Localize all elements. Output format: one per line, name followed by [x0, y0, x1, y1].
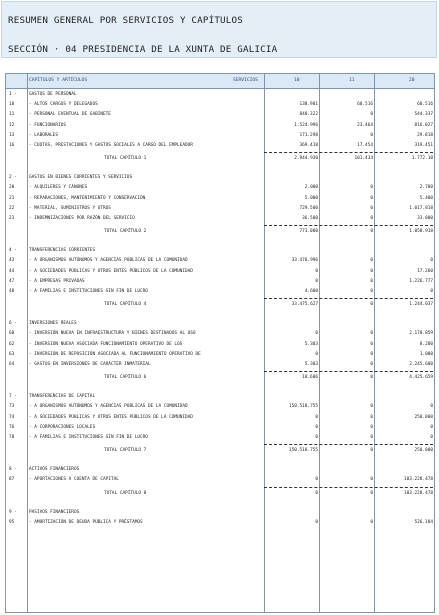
- value-col-11: 0: [370, 404, 373, 410]
- row-code: 4 -: [9, 248, 17, 254]
- table-row: [6, 121, 434, 131]
- row-description: ACTIVOS FINANCIEROS: [29, 467, 80, 473]
- value-col-20: 1.017.818: [409, 205, 433, 211]
- table-row: [6, 100, 434, 110]
- table-row: [6, 340, 434, 350]
- value-col-20: 103.228.478: [403, 477, 433, 483]
- row-description: - MATERIAL, SUMINISTROS Y OTROS: [29, 205, 111, 211]
- value-col-10: 171.298: [299, 132, 318, 138]
- value-col-20: 0: [430, 435, 433, 440]
- total-separator: [264, 487, 433, 488]
- value-col-11: 0: [370, 132, 373, 138]
- value-col-10: 2.944.930: [294, 156, 318, 162]
- value-col-11: 0: [370, 112, 373, 118]
- total-separator: [264, 225, 433, 226]
- value-col-10: 10.606: [302, 375, 318, 381]
- row-code: 44: [9, 268, 15, 274]
- row-code: 74: [9, 414, 15, 420]
- table-row: [6, 350, 434, 360]
- row-description: - AMORTIZACIÓN DE DEUDA PÚBLICA Y PRÉSTAMOS: [29, 519, 143, 525]
- value-col-11: 17.454: [357, 143, 373, 148]
- value-col-11: 0: [370, 216, 373, 221]
- row-code: 20: [9, 185, 15, 191]
- row-description: - GASTOS EN INVERSIONES DE CARÁCTER INMATERIAL: [29, 362, 151, 367]
- value-col-20: 250.000: [414, 448, 433, 454]
- value-col-10: 150.518.755: [288, 404, 318, 410]
- row-code: 2 -: [9, 175, 17, 181]
- row-description: - INVERSIÓN NUEVA ASOCIADA FUNCIONAMIENTO OPERATIVO DE LOS: [29, 341, 183, 347]
- row-code: 8 -: [9, 467, 17, 473]
- section-title: SECCIÓN · 04 PRESIDENCIA DE LA XUNTA DE GALICIA: [8, 44, 278, 55]
- value-col-11: 0: [370, 302, 373, 308]
- row-code: 95: [9, 519, 15, 525]
- value-col-10: 0: [315, 268, 318, 274]
- value-col-11: 0: [370, 362, 373, 367]
- row-description: TRANSFERENCIAS DE CAPITAL: [29, 394, 96, 400]
- value-col-11: 0: [370, 448, 373, 454]
- value-col-10: 0: [315, 331, 318, 337]
- total-row: [6, 227, 434, 237]
- table-row: [6, 475, 434, 485]
- total-separator: [264, 298, 433, 299]
- chapter-row: [6, 173, 434, 183]
- value-col-10: 0: [315, 435, 318, 440]
- value-col-20: 1.772.10: [411, 156, 433, 162]
- value-col-20: 2.700: [419, 185, 433, 191]
- value-col-11: 0: [370, 490, 373, 496]
- row-code: 13: [9, 132, 15, 138]
- total-separator: [264, 152, 433, 153]
- value-col-20: 0: [430, 424, 433, 430]
- row-description: - ALQUILERES Y CÁNONES: [29, 185, 88, 191]
- row-description: TOTAL CAPÍTULO 4: [104, 302, 147, 308]
- value-col-10: 1.524.996: [294, 122, 318, 128]
- table-row: [6, 433, 434, 443]
- row-description: PASIVOS FINANCIEROS: [29, 509, 80, 515]
- value-col-10: 840.322: [299, 112, 318, 118]
- row-description: TOTAL CAPÍTULO 2: [104, 229, 147, 235]
- value-col-20: 319.451: [414, 143, 433, 148]
- table-row: [6, 277, 434, 287]
- value-col-10: 5.303: [304, 362, 318, 367]
- row-code: 11: [9, 112, 15, 118]
- value-col-10: 0: [315, 414, 318, 420]
- table-row: [6, 183, 434, 193]
- table-row: [6, 423, 434, 433]
- row-description: - A EMPRESAS PRIVADAS: [29, 278, 85, 284]
- table-row: [6, 402, 434, 412]
- row-description: - INVERSIÓN DE REPOSICIÓN ASOCIADA AL FUNCIONAMIENTO OPERATIVO DE: [29, 351, 201, 357]
- row-description: - REPARACIONES, MANTENIMIENTO Y CONSERVACIÓN: [29, 195, 146, 201]
- row-description: TRANSFERENCIAS CORRIENTES: [29, 248, 96, 254]
- value-col-11: 0: [370, 477, 373, 483]
- value-col-10: 2.000: [304, 185, 318, 191]
- value-col-11: 0: [370, 205, 373, 211]
- row-description: GASTOS EN BIENES CORRIENTES Y SERVICIOS: [29, 175, 133, 181]
- row-description: - A SOCIEDADES PÚBLICAS Y OTROS ENTES PÚBLICOS DE LA COMUNIDAD: [29, 414, 193, 420]
- row-code: 16: [9, 143, 15, 148]
- value-col-20: 816.027: [414, 122, 433, 128]
- header-services: SERVICIOS: [233, 78, 258, 83]
- value-col-10: 0: [315, 351, 318, 357]
- value-col-20: 103.228.478: [403, 490, 433, 496]
- header-col-11: 11: [349, 78, 355, 83]
- value-col-20: 526.104: [414, 519, 433, 525]
- value-col-20: 17.260: [417, 268, 433, 274]
- value-col-20: 60.516: [417, 102, 433, 108]
- row-code: 62: [9, 341, 15, 347]
- row-description: - FUNCIONARIOS: [29, 122, 67, 128]
- value-col-20: 1.000: [419, 351, 433, 357]
- row-code: 78: [9, 435, 15, 440]
- row-description: TOTAL CAPÍTULO 8: [104, 490, 147, 496]
- row-description: - INVERSIÓN NUEVA EN INFRAESTRUCTURA Y BIENES DESTINADOS AL USO: [29, 331, 196, 337]
- value-col-10: 138.901: [299, 102, 318, 108]
- value-col-10: 729.500: [299, 205, 318, 211]
- chapter-row: [6, 465, 434, 475]
- page-title: RESUMEN GENERAL POR SERVICIOS Y CAPÍTULOS: [8, 15, 243, 26]
- row-code: 6 -: [9, 321, 17, 327]
- value-col-11: 0: [370, 185, 373, 191]
- value-col-20: 250.000: [414, 414, 433, 420]
- value-col-10: 0: [315, 519, 318, 525]
- value-col-11: 0: [370, 195, 373, 201]
- row-description: GASTOS DE PERSONAL: [29, 92, 77, 97]
- value-col-10: 4.600: [304, 289, 318, 294]
- value-col-11: 0: [370, 435, 373, 440]
- row-description: TOTAL CAPÍTULO 1: [104, 156, 147, 162]
- value-col-10: 5.303: [304, 341, 318, 347]
- row-code: 73: [9, 404, 15, 410]
- value-col-10: 33.475.627: [291, 302, 318, 308]
- value-col-10: 369.418: [299, 143, 318, 148]
- table-header: [6, 74, 434, 89]
- value-col-11: 0: [370, 351, 373, 357]
- row-code: 21: [9, 195, 15, 201]
- row-code: 9 -: [9, 509, 17, 515]
- value-col-11: 23.464: [357, 122, 373, 128]
- header-box: [1, 1, 437, 58]
- row-description: - A CORPORACIONES LOCALES: [29, 424, 96, 430]
- row-description: - A FAMILIAS E INSTITUCIONES SIN FIN DE LUCRO: [29, 435, 148, 440]
- budget-table: [5, 73, 435, 613]
- value-col-10: 773.000: [299, 229, 318, 235]
- value-col-20: 2.170.859: [409, 331, 433, 337]
- row-description: - ALTOS CARGOS Y DELEGADOS: [29, 102, 98, 108]
- value-col-20: 8.200: [419, 341, 433, 347]
- row-code: 10: [9, 102, 15, 108]
- row-code: 22: [9, 205, 15, 211]
- row-description: - INDEMNIZACIONES POR RAZÓN DEL SERVICIO: [29, 216, 135, 221]
- value-col-11: 0: [370, 258, 373, 264]
- value-col-20: 29.818: [417, 132, 433, 138]
- value-col-11: 0: [370, 375, 373, 381]
- value-col-11: 0: [370, 268, 373, 274]
- chapter-row: [6, 246, 434, 256]
- row-description: - PERSONAL EVENTUAL DE GABINETE: [29, 112, 111, 118]
- row-code: 1 -: [9, 92, 17, 97]
- value-col-10: 5.000: [304, 195, 318, 201]
- row-description: INVERSIONES REALES: [29, 321, 77, 327]
- row-code: 63: [9, 351, 15, 357]
- row-description: - LABORALES: [29, 132, 59, 138]
- value-col-20: 544.337: [414, 112, 433, 118]
- value-col-10: 150.518.755: [288, 448, 318, 454]
- value-col-10: 0: [315, 490, 318, 496]
- value-col-20: 0: [430, 289, 433, 294]
- header-col-10: 10: [294, 78, 300, 83]
- row-code: 60: [9, 331, 15, 337]
- header-col-20: 20: [409, 78, 415, 83]
- row-description: TOTAL CAPÍTULO 7: [104, 448, 147, 454]
- total-separator: [264, 371, 433, 372]
- value-col-10: 36.500: [302, 216, 318, 221]
- chapter-row: [6, 392, 434, 402]
- row-description: - A ORGANISMOS AUTÓNOMOS Y AGENCIAS PÚBLICAS DE LA COMUNIDAD: [29, 404, 188, 410]
- table-row: [6, 329, 434, 339]
- table-row: [6, 360, 434, 370]
- table-row: [6, 194, 434, 204]
- value-col-11: 0: [370, 229, 373, 235]
- value-col-20: 4.425.659: [409, 375, 433, 381]
- row-code: 87: [9, 477, 15, 483]
- total-row: [6, 300, 434, 310]
- total-row: [6, 373, 434, 383]
- value-col-11: 0: [370, 341, 373, 347]
- row-code: 43: [9, 258, 15, 264]
- table-row: [6, 413, 434, 423]
- chapter-row: [6, 508, 434, 518]
- row-code: 76: [9, 424, 15, 430]
- row-code: 64: [9, 362, 15, 367]
- row-code: 47: [9, 278, 15, 284]
- value-col-20: 33.000: [417, 216, 433, 221]
- row-description: TOTAL CAPÍTULO 6: [104, 375, 147, 381]
- total-row: [6, 446, 434, 456]
- row-description: - A FAMILIAS E INSTITUCIONES SIN FIN DE LUCRO: [29, 289, 148, 294]
- row-description: - APORTACIONES A CUENTA DE CAPITAL: [29, 477, 119, 483]
- value-col-20: 1.226.777: [409, 278, 433, 284]
- row-description: - CUOTAS, PRESTACIONES Y GASTOS SOCIALES A CARGO DEL EMPLEADOR: [29, 143, 193, 148]
- value-col-20: 1.244.037: [409, 302, 433, 308]
- value-col-11: 101.434: [354, 156, 373, 162]
- total-separator: [264, 444, 433, 445]
- value-col-10: 0: [315, 424, 318, 430]
- chapter-row: [6, 90, 434, 100]
- row-code: 23: [9, 216, 15, 221]
- row-code: 48: [9, 289, 15, 294]
- total-row: [6, 489, 434, 499]
- value-col-20: 5.400: [419, 195, 433, 201]
- table-row: [6, 267, 434, 277]
- table-row: [6, 141, 434, 151]
- value-col-11: 0: [370, 278, 373, 284]
- value-col-20: 0: [430, 258, 433, 264]
- value-col-11: 0: [370, 414, 373, 420]
- value-col-10: 0: [315, 477, 318, 483]
- table-row: [6, 131, 434, 141]
- header-chapters: CAPÍTULOS Y ARTÍCULOS: [29, 78, 88, 83]
- value-col-11: 0: [370, 289, 373, 294]
- table-row: [6, 518, 434, 528]
- value-col-20: 0: [430, 404, 433, 410]
- value-col-20: 2.245.600: [409, 362, 433, 367]
- row-description: - A SOCIEDADES PÚBLICAS Y OTROS ENTES PÚBLICOS DE LA COMUNIDAD: [29, 268, 193, 274]
- table-row: [6, 110, 434, 120]
- table-row: [6, 204, 434, 214]
- row-code: 12: [9, 122, 15, 128]
- table-row: [6, 256, 434, 266]
- value-col-11: 60.516: [357, 102, 373, 108]
- value-col-20: 1.058.918: [409, 229, 433, 235]
- chapter-row: [6, 319, 434, 329]
- row-code: 7 -: [9, 394, 17, 400]
- value-col-11: 0: [370, 331, 373, 337]
- total-row: [6, 154, 434, 164]
- row-description: - A ORGANISMOS AUTÓNOMOS Y AGENCIAS PÚBLICAS DE LA COMUNIDAD: [29, 258, 188, 264]
- value-col-10: 0: [315, 278, 318, 284]
- table-row: [6, 214, 434, 224]
- value-col-11: 0: [370, 424, 373, 430]
- table-row: [6, 287, 434, 297]
- value-col-11: 0: [370, 519, 373, 525]
- value-col-10: 33.470.996: [291, 258, 318, 264]
